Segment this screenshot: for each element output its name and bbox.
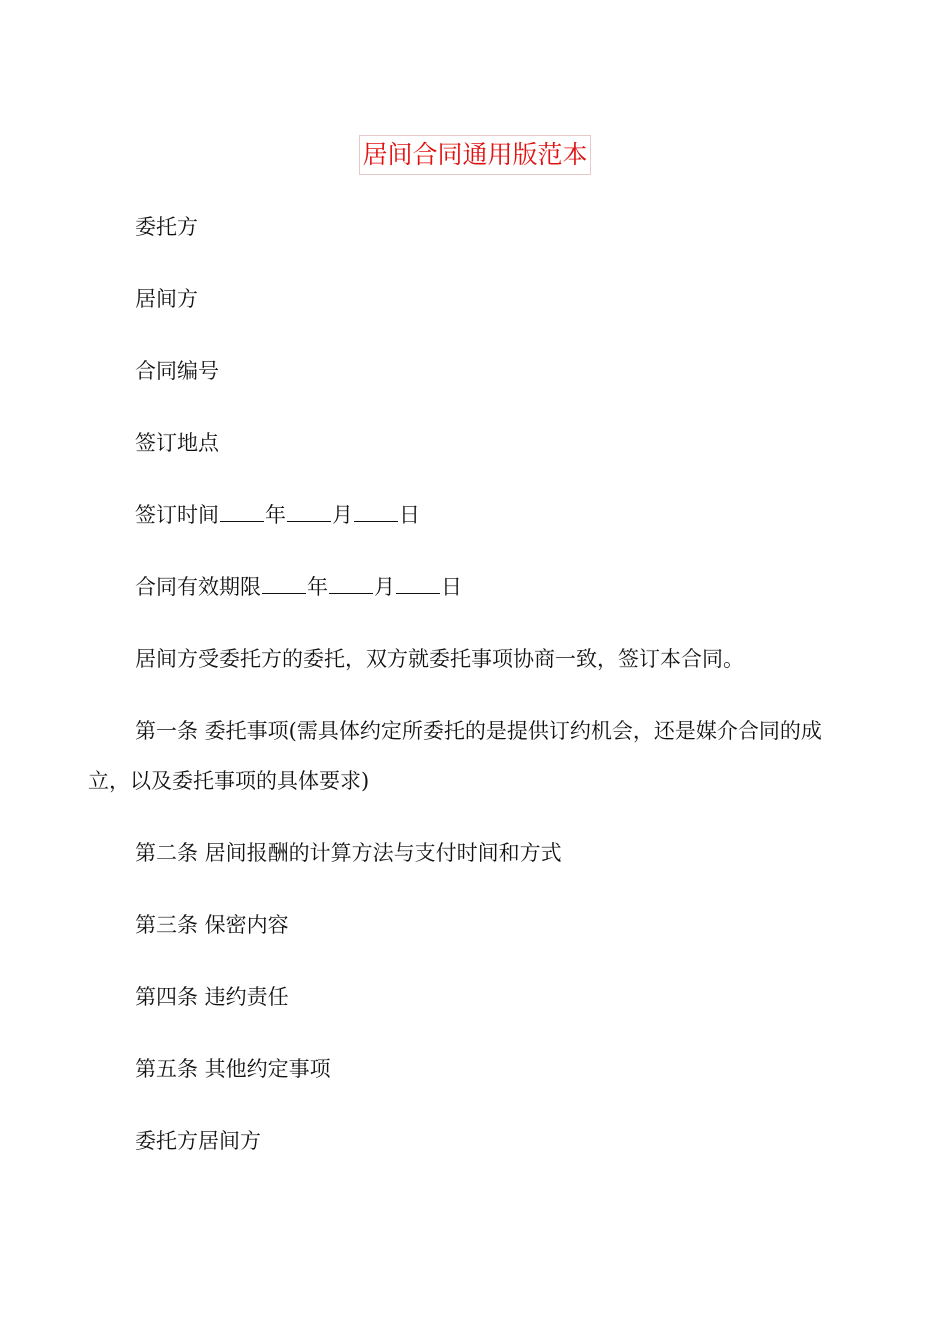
day-label: 日	[399, 503, 420, 527]
year-label: 年	[265, 503, 286, 527]
validity-year-label: 年	[307, 575, 328, 599]
intermediary-field: 居间方	[135, 287, 198, 311]
article-4: 第四条 违约责任	[135, 985, 289, 1009]
validity-month-label: 月	[374, 575, 395, 599]
article-1-line-1: 第一条 委托事项(需具体约定所委托的是提供订约机会，还是媒介合同的成	[135, 719, 822, 743]
validity-field	[135, 572, 462, 602]
day-blank	[354, 501, 398, 522]
sign-time-field	[135, 500, 420, 530]
article-2: 第二条 居间报酬的计算方法与支付时间和方式	[135, 841, 562, 865]
year-blank	[220, 501, 264, 522]
intro-paragraph: 居间方受委托方的委托，双方就委托事项协商一致，签订本合同。	[135, 647, 744, 671]
month-blank	[287, 501, 331, 522]
contract-number-field: 合同编号	[135, 359, 219, 383]
sign-place-field: 签订地点	[135, 431, 219, 455]
month-label: 月	[332, 503, 353, 527]
document-title: 居间合同通用版范本	[359, 135, 591, 175]
article-1	[88, 716, 868, 796]
sign-time-label: 签订时间	[135, 503, 219, 527]
article-3: 第三条 保密内容	[135, 913, 289, 937]
validity-day-label: 日	[441, 575, 462, 599]
article-1-line-2: 立，以及委托事项的具体要求)	[88, 769, 370, 793]
validity-year-blank	[262, 573, 306, 594]
signature-line: 委托方居间方	[135, 1129, 261, 1153]
validity-month-blank	[329, 573, 373, 594]
article-5: 第五条 其他约定事项	[135, 1057, 331, 1081]
client-field: 委托方	[135, 215, 198, 239]
validity-label: 合同有效期限	[135, 575, 261, 599]
validity-day-blank	[396, 573, 440, 594]
